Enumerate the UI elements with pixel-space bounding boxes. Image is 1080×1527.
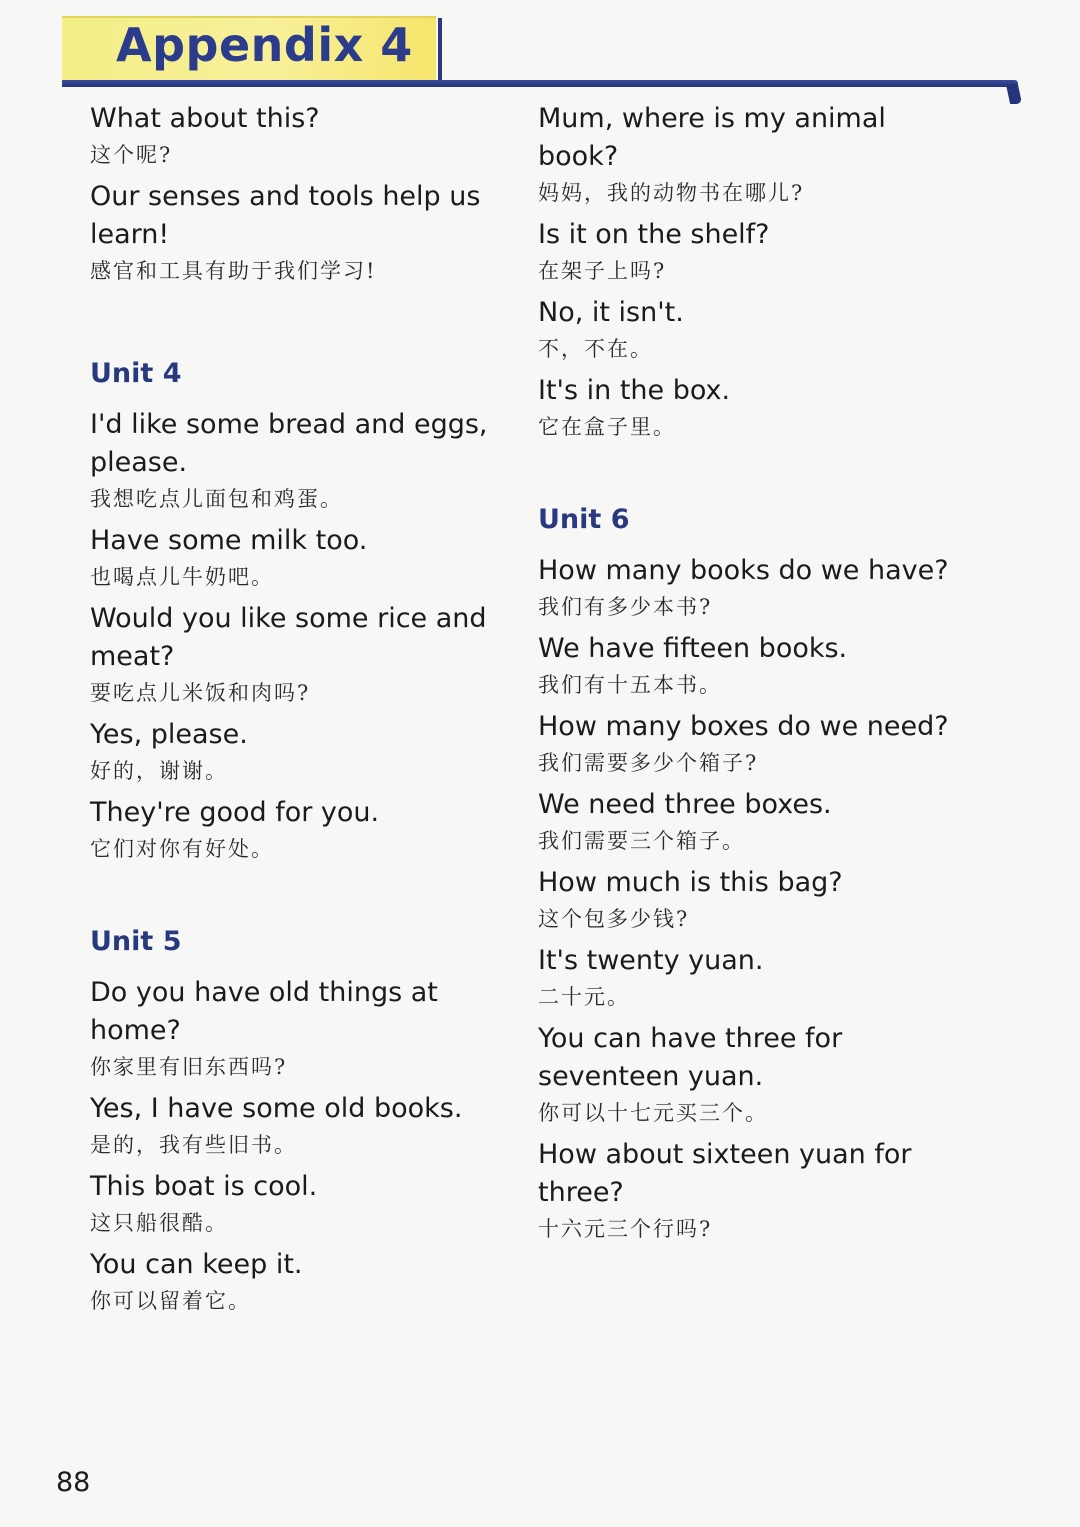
- chinese-translation: 你可以十七元买三个。: [538, 1101, 768, 1125]
- chinese-translation: 这个呢?: [90, 143, 173, 167]
- english-phrase: Our senses and tools help us learn!: [90, 181, 481, 250]
- english-phrase: We have fifteen books.: [538, 633, 848, 664]
- english-phrase: Would you like some rice and meat?: [90, 603, 487, 672]
- chinese-translation: 是的，我有些旧书。: [90, 1133, 297, 1157]
- right-column: [538, 100, 958, 1252]
- unit-heading: Unit 5: [90, 926, 182, 957]
- chinese-translation: 我们有多少本书?: [538, 595, 713, 619]
- english-phrase: This boat is cool.: [90, 1171, 318, 1202]
- english-phrase: No, it isn't.: [538, 297, 684, 328]
- phrase-pair: [538, 100, 958, 210]
- chinese-translation: 我们有十五本书。: [538, 673, 722, 697]
- chinese-translation: 妈妈，我的动物书在哪儿?: [538, 181, 805, 205]
- chinese-translation: 感官和工具有助于我们学习!: [90, 259, 377, 283]
- english-phrase: How many books do we have?: [538, 555, 949, 586]
- chinese-translation: 好的，谢谢。: [90, 759, 228, 783]
- chinese-translation: 十六元三个行吗?: [538, 1217, 713, 1241]
- phrase-pair: [538, 864, 958, 936]
- chinese-translation: 它们对你有好处。: [90, 837, 274, 861]
- title-banner-edge: [438, 18, 442, 82]
- chinese-translation: 你可以留着它。: [90, 1289, 251, 1313]
- english-phrase: Is it on the shelf?: [538, 219, 770, 250]
- chinese-translation: 在架子上吗?: [538, 259, 667, 283]
- english-phrase: You can have three for seventeen yuan.: [538, 1023, 843, 1092]
- english-phrase: I'd like some bread and eggs, please.: [90, 409, 488, 478]
- english-phrase: We need three boxes.: [538, 789, 832, 820]
- phrase-pair: [90, 178, 510, 288]
- english-phrase: How many boxes do we need?: [538, 711, 949, 742]
- phrase-pair: [538, 786, 958, 858]
- english-phrase: It's in the box.: [538, 375, 731, 406]
- unit-heading: Unit 4: [90, 358, 182, 389]
- english-phrase: It's twenty yuan.: [538, 945, 764, 976]
- header-rule: [62, 80, 1018, 87]
- phrase-pair: [90, 794, 510, 866]
- english-phrase: Mum, where is my animal book?: [538, 103, 886, 172]
- english-phrase: How much is this bag?: [538, 867, 843, 898]
- phrase-pair: [538, 630, 958, 702]
- chinese-translation: 我想吃点儿面包和鸡蛋。: [90, 487, 343, 511]
- phrase-pair: [538, 294, 958, 366]
- english-phrase: Have some milk too.: [90, 525, 368, 556]
- header-rule-tip: [1006, 84, 1022, 104]
- chinese-translation: 我们需要三个箱子。: [538, 829, 745, 853]
- chinese-translation: 它在盒子里。: [538, 415, 676, 439]
- phrase-pair: [90, 600, 510, 710]
- phrase-pair: [538, 216, 958, 288]
- chinese-translation: 也喝点儿牛奶吧。: [90, 565, 274, 589]
- page-title: Appendix 4: [116, 18, 413, 72]
- phrase-pair: [538, 708, 958, 780]
- chinese-translation: 这只船很酷。: [90, 1211, 228, 1235]
- phrase-pair: [90, 1246, 510, 1318]
- english-phrase: They're good for you.: [90, 797, 380, 828]
- phrase-pair: [538, 372, 958, 444]
- chinese-translation: 我们需要多少个箱子?: [538, 751, 759, 775]
- phrase-pair: [90, 1168, 510, 1240]
- english-phrase: How about sixteen yuan for three?: [538, 1139, 912, 1208]
- page-number: 88: [56, 1467, 91, 1498]
- phrase-pair: [90, 406, 510, 516]
- chinese-translation: 不，不在。: [538, 337, 653, 361]
- english-phrase: Yes, I have some old books.: [90, 1093, 463, 1124]
- phrase-pair: [90, 974, 510, 1084]
- phrase-pair: [90, 522, 510, 594]
- phrase-pair: [538, 1020, 958, 1130]
- english-phrase: What about this?: [90, 103, 320, 134]
- phrase-pair: [538, 942, 958, 1014]
- phrase-pair: [538, 552, 958, 624]
- phrase-pair: [90, 716, 510, 788]
- english-phrase: Yes, please.: [90, 719, 248, 750]
- phrase-pair: [538, 1136, 958, 1246]
- chinese-translation: 你家里有旧东西吗?: [90, 1055, 288, 1079]
- chinese-translation: 要吃点儿米饭和肉吗?: [90, 681, 311, 705]
- phrase-pair: [90, 1090, 510, 1162]
- english-phrase: You can keep it.: [90, 1249, 303, 1280]
- chinese-translation: 二十元。: [538, 985, 630, 1009]
- phrase-pair: [90, 100, 510, 172]
- unit-heading: Unit 6: [538, 504, 630, 535]
- english-phrase: Do you have old things at home?: [90, 977, 438, 1046]
- left-column: [90, 100, 510, 1324]
- chinese-translation: 这个包多少钱?: [538, 907, 690, 931]
